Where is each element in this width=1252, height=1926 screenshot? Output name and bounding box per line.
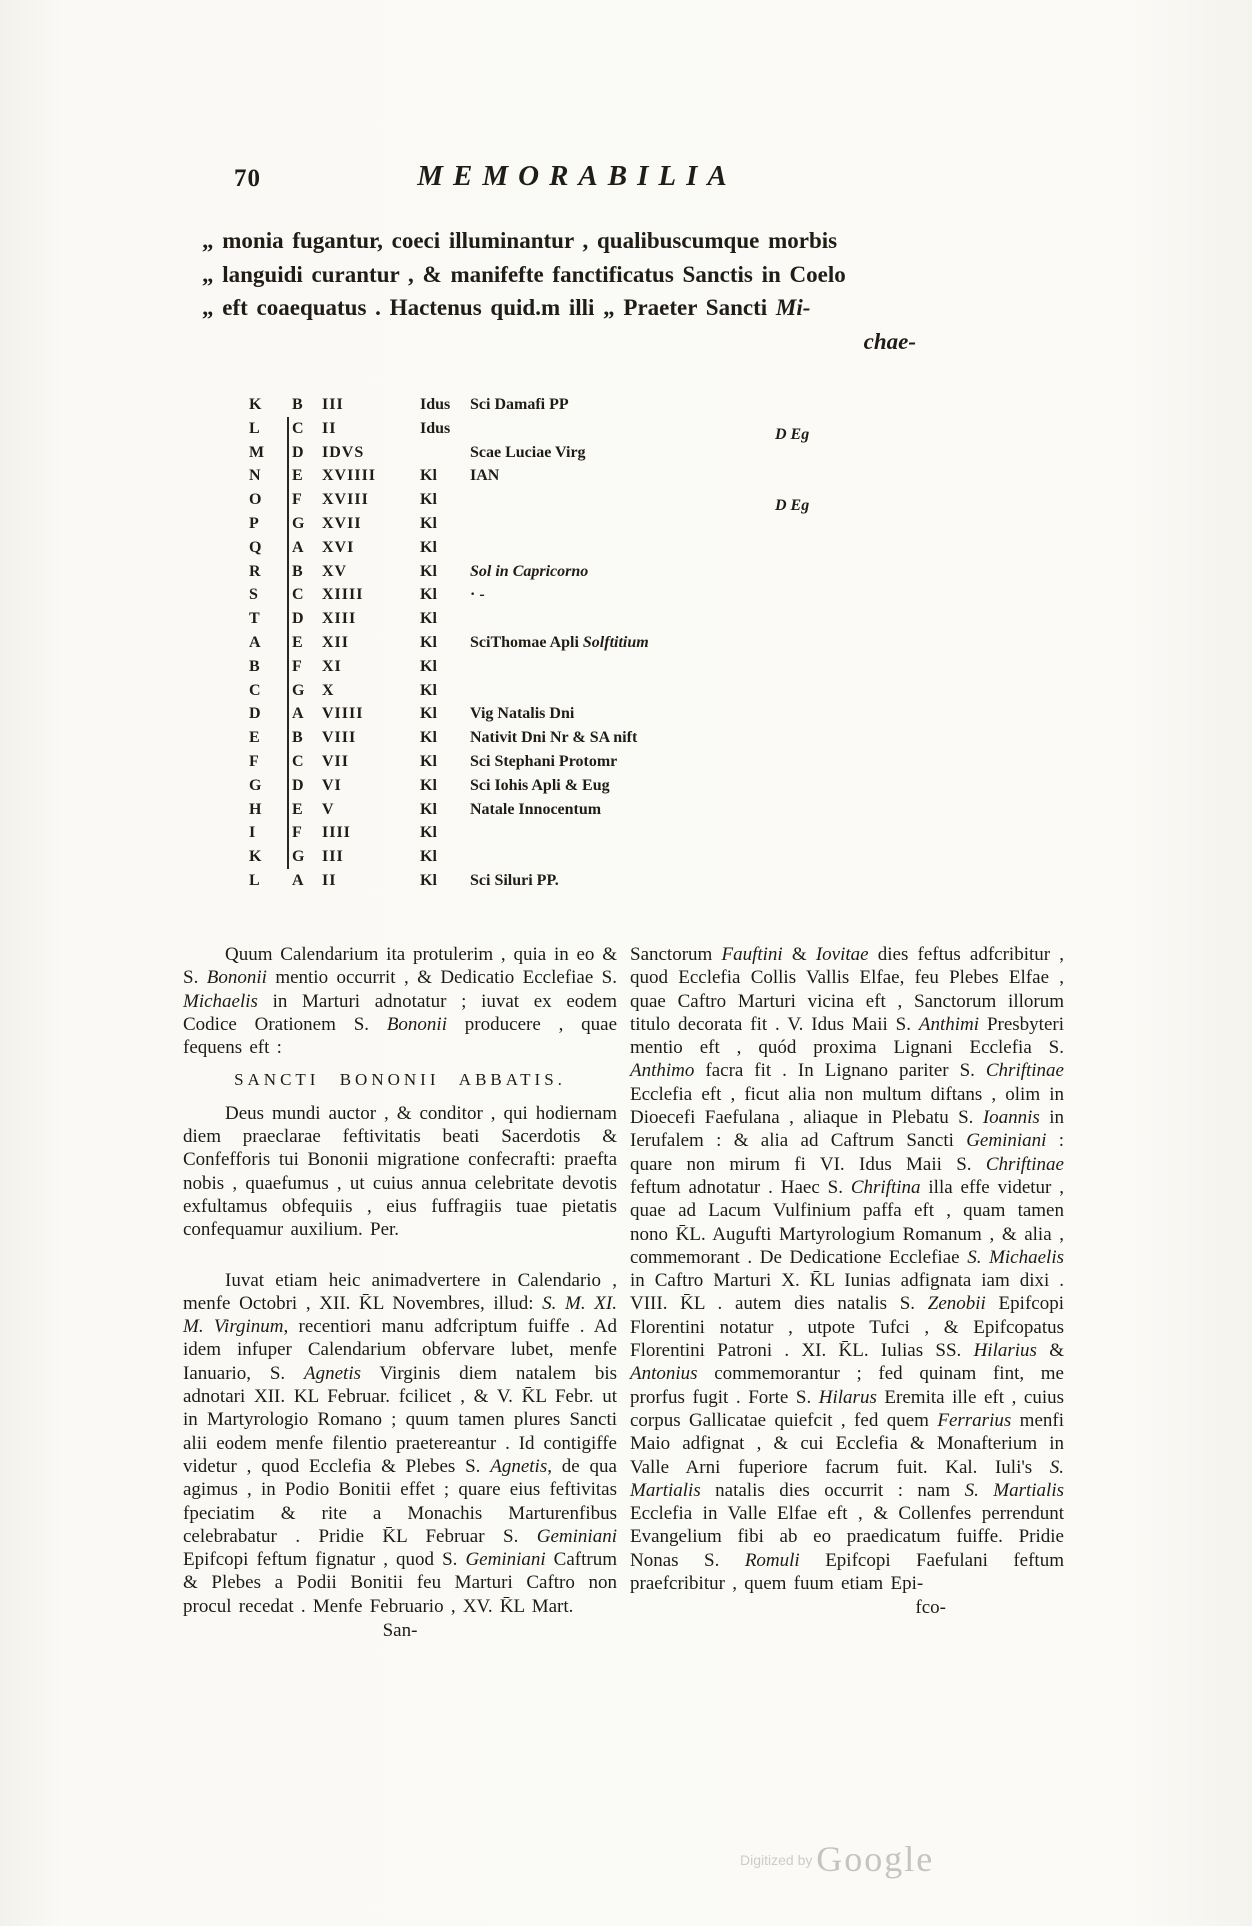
dominical-letter: B xyxy=(292,562,303,580)
text: Quum Calendarium ita protulerim , quia in eo & S. xyxy=(183,944,617,989)
kalendae-label: Idus xyxy=(420,419,451,437)
text: , de qua agimus , in Podio Bonitii effet ; quare eius feftivitas fpeciatim & rite a Monachis Marturenfibus celebrabatur . Pridie K̄L Februar S. xyxy=(183,1455,617,1547)
day-number: IIII xyxy=(322,824,351,842)
quote-line xyxy=(202,258,972,292)
ferial-letter: N xyxy=(249,467,261,485)
text: Epifcopi Florentini notatur , utpote Tufci , & Epifcopatus Florentini Patroni . XI. K̄L. Iulias SS. xyxy=(630,1293,1064,1362)
italic-text: Bononii xyxy=(386,1013,447,1035)
calendar-row xyxy=(246,774,866,798)
day-number: VI xyxy=(322,776,342,794)
calendar-row xyxy=(246,607,866,631)
quote-line xyxy=(202,224,972,258)
right-column-blocks xyxy=(630,943,1064,1595)
opening-quote xyxy=(202,224,972,358)
paragraph xyxy=(183,1269,617,1618)
quote-lines xyxy=(202,224,972,325)
day-number: XVI xyxy=(322,538,355,556)
italic-text: Solftitium xyxy=(582,633,649,651)
kalendae-label: Kl xyxy=(420,681,437,699)
ferial-letter: M xyxy=(249,443,265,461)
text: & xyxy=(1036,1340,1064,1362)
quote-line xyxy=(202,291,972,325)
day-number: XVIIII xyxy=(322,467,377,485)
text: dies feftus adfcribitur , quod Ecclefia Collis Vallis Elfae, feu Plebes Elfae , quae Caftro Marturi vicina eft , Sanctorum illorum titulo decorata fit . V. Idus Maii S. xyxy=(630,944,1064,1035)
kalendae-label: Kl xyxy=(420,824,437,842)
kalendae-label: Kl xyxy=(420,705,437,723)
day-number: XV xyxy=(322,562,348,580)
dominical-letter: F xyxy=(292,824,302,842)
kalendae-label: Kl xyxy=(420,586,437,604)
calendar-row xyxy=(246,821,866,845)
day-number: II xyxy=(322,871,337,889)
italic-text: Hilarus xyxy=(818,1386,877,1408)
italic-text: Antonius xyxy=(630,1363,698,1385)
dominical-letter: G xyxy=(292,681,305,699)
ferial-letter: T xyxy=(249,610,260,628)
marginal-note: D Eg xyxy=(775,425,810,443)
feast-entry xyxy=(470,821,866,845)
watermark-prefix: Digitized by xyxy=(740,1852,817,1868)
kalendae-label: Kl xyxy=(420,562,437,580)
calendar-row xyxy=(246,845,866,869)
dominical-letter: C xyxy=(292,419,304,437)
italic-text: Ferrarius xyxy=(937,1409,1012,1431)
text: illa effe videtur , quae ad Lacum Vulfinium paffa eft , quam tamen nono K̄L. Augufti Martyrologium Romanum , & alia , commemorant . De Dedicatione Ecclefiae xyxy=(630,1176,1065,1268)
text: producere , quae fequens eft : xyxy=(183,1013,617,1059)
dominical-letter: B xyxy=(292,729,303,747)
ferial-letter: S xyxy=(249,586,258,604)
calendar-row xyxy=(246,512,866,536)
text: Epifcopi Faefulani feftum praefcribitur , quem fuum etiam Epi- xyxy=(630,1549,1064,1595)
day-number: XVIII xyxy=(322,491,369,509)
feast-entry xyxy=(470,869,866,893)
ferial-letter: E xyxy=(249,729,260,747)
text: : quare non mirum fi VI. Idus Maii S. xyxy=(630,1130,1065,1175)
ferial-letter: D xyxy=(249,705,261,723)
text: Scae Luciae Virg xyxy=(470,443,586,461)
calendar-row xyxy=(246,726,866,750)
text: Eremita ille eft , cuius corpus Gallicatae quiefcit , fed quem xyxy=(630,1386,1064,1431)
text: Epifcopi feftum fignatur , quod S. xyxy=(183,1549,466,1571)
day-number: XII xyxy=(322,633,350,651)
ferial-letter: L xyxy=(249,871,260,889)
text: Natale Innocentum xyxy=(470,800,602,818)
italic-text: Bononii xyxy=(206,967,267,989)
text: Sci Damafi PP xyxy=(470,396,569,413)
italic-text: Chriftina xyxy=(850,1176,921,1198)
feast-entry xyxy=(470,845,866,869)
text: Deus mundi auctor , & conditor , qui hodiernam diem praeclarae feftivitatis beati Sacerdotis & Confefforis tui Bononii migratione confecrafti: praefta nobis , quaefumus , ut cuius annua celebritate devotis exfultamus obfequiis , eius fuffragiis tuae pietatis confequamur auxilium. Per. xyxy=(183,1102,617,1241)
day-number: III xyxy=(322,848,344,866)
text: in Caftro Marturi X. K̄L Iunias adfignata iam dixi . VIII. K̄L . autem dies natalis S. xyxy=(630,1270,1064,1315)
text: commemorantur ; fed quinam fint, me prorfus fugit . Forte S. xyxy=(630,1363,1064,1408)
text: „ monia fugantur, coeci illuminantur , qualibuscumque morbis xyxy=(202,228,838,253)
day-number: IDVS xyxy=(322,443,365,461)
calendar-row xyxy=(246,464,866,488)
feast-entry xyxy=(470,798,866,822)
italic-text: Agnetis xyxy=(490,1455,548,1477)
italic-text: Agnetis xyxy=(304,1362,361,1384)
day-number: III xyxy=(322,396,344,413)
ferial-letter: P xyxy=(249,514,259,532)
text: Sci Iohis Apli & Eug xyxy=(470,776,610,794)
italic-text: Sol in Capricorno xyxy=(470,562,589,580)
kalendae-label: Kl xyxy=(420,752,437,770)
day-number: X xyxy=(322,681,335,699)
kalendae-label: Kl xyxy=(420,657,437,675)
watermark xyxy=(740,1838,934,1880)
day-number: XIIII xyxy=(322,586,364,604)
day-number: VIII xyxy=(322,729,357,747)
feast-entry xyxy=(470,560,866,584)
calendar-row xyxy=(246,679,866,703)
calendar-row xyxy=(246,583,866,607)
dominical-letter: F xyxy=(292,657,302,675)
italic-text: Iovitae xyxy=(815,944,869,965)
feast-entry xyxy=(470,679,866,703)
feast-entry xyxy=(470,702,866,726)
marginal-note: D Eg xyxy=(775,497,810,515)
ferial-letter: C xyxy=(249,681,261,699)
feast-entry xyxy=(470,750,866,774)
dominical-letter: A xyxy=(292,705,304,723)
italic-text: Ioannis xyxy=(982,1107,1040,1129)
feast-entry xyxy=(470,631,866,655)
running-title: MEMORABILIA xyxy=(417,160,737,192)
right-text-column xyxy=(630,943,1064,1620)
italic-text: Chriftinae xyxy=(985,1153,1064,1175)
text: facra fit . In Lignano pariter S. xyxy=(694,1060,986,1082)
kalendae-label: Kl xyxy=(420,800,437,818)
ferial-letter: Q xyxy=(249,538,262,556)
kalendae-label: Kl xyxy=(420,848,437,866)
ferial-letter: K xyxy=(249,848,262,866)
text: menfi Maio adfignat , & cui Ecclefia & Monafterium in Valle Arni fuperiore facrum fuit. Kal. Iuli's xyxy=(630,1409,1064,1478)
ferial-letter: L xyxy=(249,419,260,437)
italic-text: Mi- xyxy=(775,295,811,320)
catchword-left: San- xyxy=(382,1620,418,1642)
kalendae-label: Idus xyxy=(420,396,451,413)
calendar-row xyxy=(246,702,866,726)
ferial-letter: K xyxy=(249,396,262,413)
google-logo: Google xyxy=(816,1839,935,1879)
text: Ecclefia in Valle Elfae eft , & Collenfes perrendunt Evangelium fibi ab eo praedicatum fuiffe. Pridie Nonas S. xyxy=(630,1503,1064,1571)
ferial-letter: B xyxy=(249,657,260,675)
text: IAN xyxy=(470,467,500,485)
page-number: 70 xyxy=(234,165,261,192)
dominical-letter: G xyxy=(292,848,305,866)
dominical-letter: A xyxy=(292,538,304,556)
text: & xyxy=(782,944,816,965)
text: · - xyxy=(470,586,485,604)
italic-text: Chriftinae xyxy=(985,1060,1064,1082)
kalendae-label: Kl xyxy=(420,633,437,651)
kalendae-label: Kl xyxy=(420,491,437,509)
feast-entry xyxy=(470,512,866,536)
feast-entry xyxy=(470,536,866,560)
text: „ eft coaequatus . Hactenus quid.m illi „ Praeter Sancti xyxy=(202,295,776,320)
dominical-letter: D xyxy=(292,443,304,461)
text: Vig Natalis Dni xyxy=(470,705,575,723)
day-number: XIII xyxy=(322,610,357,628)
ferial-letter: H xyxy=(249,800,262,818)
feast-entry xyxy=(470,393,866,417)
italic-text: Romuli xyxy=(744,1549,800,1571)
paragraph xyxy=(183,1102,617,1242)
kalendae-label: Kl xyxy=(420,729,437,747)
kalendae-label xyxy=(420,441,470,465)
calendar-row xyxy=(246,798,866,822)
ferial-letter: I xyxy=(249,824,256,842)
catchword-top: chae- xyxy=(863,328,916,354)
text: mentio occurrit , & Dedicatio Ecclefiae S. xyxy=(266,967,617,989)
text: Sci Stephani Protomr xyxy=(470,752,618,770)
italic-text: Michaelis xyxy=(183,990,258,1012)
dominical-letter: F xyxy=(292,491,302,509)
calendar-row xyxy=(246,655,866,679)
kalendae-label: Kl xyxy=(420,871,437,889)
dominical-letter: C xyxy=(292,586,304,604)
text: Presbyteri mentio eft , quód proxima Lignani Ecclefia S. xyxy=(630,1013,1064,1059)
text: Ecclefia eft , ficut alia non multum diftans , olim in Dioecefi Faefulana , aliaque in Plebatu S. xyxy=(630,1083,1064,1129)
italic-text: S. M. XI. M. Virginum xyxy=(183,1292,617,1338)
text: Sanctorum xyxy=(630,944,722,965)
feast-entry xyxy=(470,441,866,465)
text: SciThomae Apli xyxy=(470,633,583,651)
text: natalis dies occurrit : nam xyxy=(700,1479,965,1501)
italic-text: Anthimo xyxy=(630,1060,695,1082)
feast-entry xyxy=(470,774,866,798)
dominical-letter: A xyxy=(292,871,304,889)
calendar-row xyxy=(246,441,866,465)
text: „ languidi curantur , & manifefte fanctificatus Sanctis in Coelo xyxy=(202,261,846,287)
kalendae-label: Kl xyxy=(420,610,437,628)
section-heading: SANCTI BONONII ABBATIS. xyxy=(234,1070,566,1090)
ferial-letter: O xyxy=(249,491,262,509)
left-column-blocks xyxy=(183,943,617,1618)
feast-entry xyxy=(470,726,866,750)
dominical-letter: E xyxy=(292,800,303,818)
feast-entry xyxy=(470,607,866,631)
calendar-row xyxy=(246,869,866,893)
calendar-table xyxy=(246,393,866,893)
day-number: II xyxy=(322,419,337,437)
day-number: XI xyxy=(322,657,342,675)
text: feftum adnotatur . Haec S. xyxy=(630,1176,851,1198)
italic-text: Anthimi xyxy=(918,1013,980,1035)
day-number: XVII xyxy=(322,514,362,532)
dominical-letter: G xyxy=(292,514,305,532)
ferial-letter: G xyxy=(249,776,262,794)
dominical-letter: E xyxy=(292,467,303,485)
italic-text: Zenobii xyxy=(927,1293,986,1315)
text: Nativit Dni Nr & SA nift xyxy=(470,729,638,747)
calendar-row xyxy=(246,417,866,441)
text: Caftrum & Plebes a Podii Bonitii feu Marturi Caftro non procul recedat . Menfe Februario , XV. K̄L Mart. xyxy=(183,1549,617,1617)
catchword-right: fco- xyxy=(915,1597,946,1619)
day-number: VIIII xyxy=(322,705,364,723)
calendar-row xyxy=(246,536,866,560)
calendar-rows xyxy=(246,393,866,893)
text: , recentiori manu adfcriptum fuiffe . Ad idem infuper Calendarium obfervare lubet, menfe Ianuario, S. xyxy=(183,1316,617,1384)
text: in Marturi adnotatur ; iuvat ex eodem Codice Orationem S. xyxy=(183,990,617,1035)
kalendae-label: Kl xyxy=(420,514,437,532)
italic-text: Geminiani xyxy=(465,1549,546,1571)
italic-text: Hilarius xyxy=(973,1340,1037,1362)
day-number: VII xyxy=(322,752,350,770)
italic-text: Geminiani xyxy=(536,1525,617,1547)
feast-entry xyxy=(470,464,866,488)
text: in Ierufalem : & alia ad Caftrum Sancti xyxy=(630,1107,1064,1152)
calendar-row xyxy=(246,393,866,417)
text: Virginis diem natalem bis adnotari XII. KL Februar. fcilicet , & V. K̄L Febr. ut in Martyrologio Romano ; quum tamen plures Sancti alii eodem menfe filentio praetereantur . Id contigiffe videtur , quod Ecclefia & Plebes S. xyxy=(183,1362,617,1477)
dominical-letter: D xyxy=(292,610,304,628)
calendar-row xyxy=(246,488,866,515)
calendar-row xyxy=(246,560,866,584)
calendar-row xyxy=(246,631,866,655)
italic-text: Fauftini xyxy=(721,944,783,965)
ferial-letter: A xyxy=(249,633,261,651)
italic-text: S. Michaelis xyxy=(967,1246,1064,1268)
paragraph xyxy=(183,943,617,1059)
dominical-letter: D xyxy=(292,776,304,794)
italic-text: S. Martialis xyxy=(630,1456,1064,1501)
kalendae-label: Kl xyxy=(420,776,437,794)
feast-entry xyxy=(470,583,866,607)
left-text-column xyxy=(183,943,617,1642)
dominical-letter: C xyxy=(292,752,304,770)
dominical-letter: E xyxy=(292,633,303,651)
dominical-letter: B xyxy=(292,396,303,413)
calendar-row xyxy=(246,750,866,774)
italic-text: Geminiani xyxy=(966,1130,1047,1152)
feast-entry xyxy=(470,655,866,679)
italic-text: S. Martialis xyxy=(964,1479,1064,1501)
day-number: V xyxy=(322,800,335,818)
kalendae-label: Kl xyxy=(420,467,437,485)
text: Iuvat etiam heic animadvertere in Calendario , menfe Octobri , XII. K̄L Novembres, illud: xyxy=(183,1269,617,1314)
ferial-letter: R xyxy=(249,562,261,580)
kalendae-label: Kl xyxy=(420,538,437,556)
ferial-letter: F xyxy=(249,752,259,770)
paragraph xyxy=(630,943,1064,1595)
text: Sci Siluri PP. xyxy=(470,871,559,889)
